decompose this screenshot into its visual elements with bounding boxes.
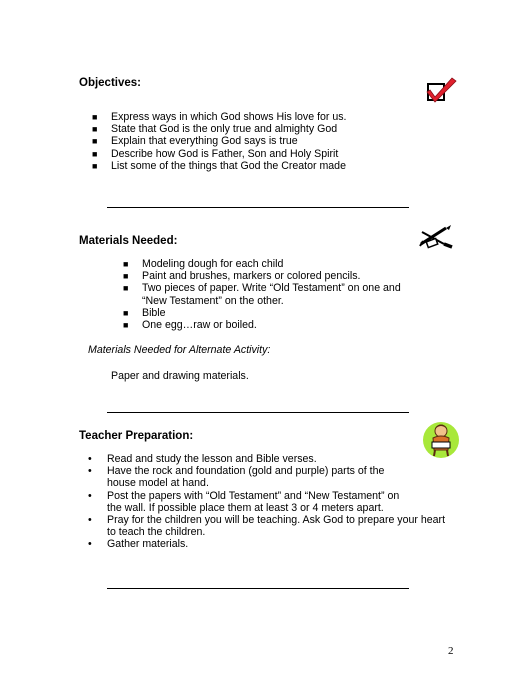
page-number: 2 bbox=[448, 645, 454, 657]
teacher-preparation-heading: Teacher Preparation: bbox=[79, 430, 194, 442]
bullet-icon: ■ bbox=[92, 160, 98, 171]
bullet-icon: • bbox=[88, 489, 92, 502]
list-item: ■ Explain that everything God says is true bbox=[92, 135, 298, 148]
bullet-icon: ■ bbox=[92, 148, 98, 159]
list-item: • Pray for the children you will be teaching. Ask God to prepare your heart bbox=[88, 514, 446, 527]
bullet-icon: ■ bbox=[123, 259, 129, 269]
list-item: ■ List some of the things that God the Creator made bbox=[92, 159, 346, 172]
list-item: ■ One egg…raw or boiled. bbox=[123, 319, 257, 332]
list-item: house model at hand. bbox=[107, 477, 209, 490]
list-item: the wall. If possible place them at least 3 or 4 meters apart. bbox=[107, 501, 384, 514]
section-divider bbox=[107, 412, 409, 413]
objectives-list bbox=[92, 111, 441, 172]
bullet-icon: • bbox=[88, 465, 92, 478]
bullet-icon: ■ bbox=[92, 136, 98, 147]
materials-list bbox=[123, 258, 442, 332]
bullet-icon: ■ bbox=[123, 283, 129, 294]
list-item: ■ Modeling dough for each child bbox=[123, 258, 284, 270]
bullet-icon: • bbox=[88, 514, 92, 527]
teacher-preparation-list bbox=[88, 453, 447, 551]
bullet-icon: • bbox=[88, 538, 92, 551]
list-item: ■ Express ways in which God shows His love for us. bbox=[92, 111, 347, 123]
list-item: ■ State that God is the only true and almighty God bbox=[92, 123, 338, 136]
bullet-icon: • bbox=[88, 453, 92, 465]
alternate-materials-text: Paper and drawing materials. bbox=[111, 370, 249, 382]
bullet-icon: ■ bbox=[123, 320, 129, 331]
list-item: • Gather materials. bbox=[88, 538, 189, 551]
section-divider bbox=[107, 207, 409, 208]
list-item: to teach the children. bbox=[107, 526, 206, 539]
list-item: ■ Describe how God is Father, Son and Holy Spirit bbox=[92, 147, 339, 160]
list-item: ■ Paint and brushes, markers or colored pencils. bbox=[123, 270, 361, 283]
objectives-heading: Objectives: bbox=[79, 77, 141, 89]
list-item: ■ Two pieces of paper. Write “Old Testament” on one and bbox=[123, 282, 401, 295]
list-item: ■ Bible bbox=[123, 306, 166, 319]
alternate-materials-heading: Materials Needed for Alternate Activity: bbox=[88, 344, 271, 356]
materials-heading: Materials Needed: bbox=[79, 235, 178, 247]
bullet-icon: ■ bbox=[123, 307, 129, 318]
list-item: • Post the papers with “Old Testament” and “New Testament” on bbox=[88, 489, 400, 502]
list-item: “New Testament” on the other. bbox=[142, 294, 284, 307]
list-item: • Have the rock and foundation (gold and purple) parts of the bbox=[88, 465, 385, 478]
bullet-icon: ■ bbox=[123, 271, 129, 282]
checkbox-check-icon bbox=[426, 74, 458, 104]
pencil-brush-icon bbox=[418, 222, 456, 250]
bullet-icon: ■ bbox=[92, 124, 98, 135]
section-divider bbox=[107, 588, 409, 589]
list-item: • Read and study the lesson and Bible verses. bbox=[88, 453, 317, 465]
bullet-icon: ■ bbox=[92, 112, 98, 122]
